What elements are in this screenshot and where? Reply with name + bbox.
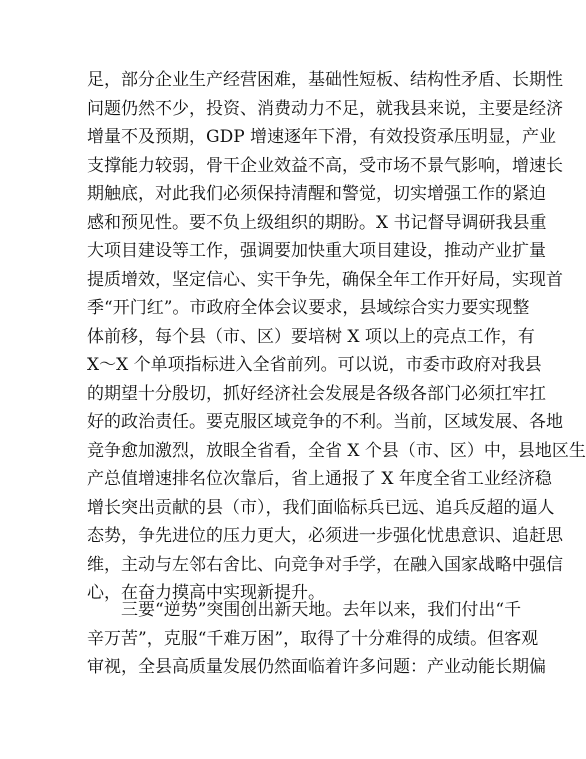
text-line: 三要“逆势”突围创出新天地。去年以来，我们付出“千 [87, 600, 522, 620]
text-line: 问题仍然不少，投资、消费动力不足，就我县来说，主要是经济 [87, 98, 563, 119]
text-line: 辛万苦”，克服“千难万困”，取得了十分难得的成绩。但客观 [87, 628, 539, 649]
text-line: 态势，争先进位的压力更大，必须进一步强化忧患意识、追赶思 [87, 526, 563, 546]
text-line: 足，部分企业生产经营困难，基础性短板、结构性矛盾、长期性 [87, 70, 563, 90]
text-line: 感和预见性。要不负上级组织的期盼。X 书记督导调研我县重 [87, 212, 547, 233]
text-line: 心，在奋力摸高中实现新提升。 [87, 583, 325, 603]
text-line: 季“开门红”。市政府全体会议要求，县域综合实力要实现整 [87, 298, 530, 318]
paragraph-2 [87, 596, 546, 682]
paragraph-1 [87, 66, 586, 608]
text-line: 审视，全县高质量发展仍然面临着许多问题：产业动能长期偏 [87, 657, 546, 677]
text-line: 增长突出贡献的县（市），我们面临标兵已远、追兵反超的逼人 [87, 497, 555, 518]
text-line: 支撑能力较弱，骨干企业效益不高，受市场不景气影响，增速长 [87, 155, 563, 176]
text-line: 体前移，每个县（市、区）要培树 X 项以上的亮点工作，有 [87, 326, 535, 347]
text-line: 竞争愈加激烈，放眼全省看，全省 X 个县（市、区）中，县地区生 [87, 440, 586, 461]
text-line: 期触底，对此我们必须保持清醒和警觉，切实增强工作的紧迫 [87, 184, 546, 204]
text-line: 好的政治责任。要克服区域竞争的不利。当前，区域发展、各地 [87, 412, 563, 432]
text-line: 提质增效，坚定信心、实干争先，确保全年工作开好局，实现首 [87, 269, 563, 290]
text-line: X～X 个单项指标进入全省前列。可以说，市委市政府对我县 [87, 355, 542, 375]
text-line: 产总值增速排名位次靠后，省上通报了 X 年度全省工业经济稳 [87, 469, 552, 489]
text-line: 的期望十分殷切，抓好经济社会发展是各级各部门必须扛牢扛 [87, 383, 546, 404]
text-line: 增量不及预期，GDP 增速逐年下滑，有效投资承压明显，产业 [87, 127, 557, 147]
text-line: 大项目建设等工作，强调要加快重大项目建设，推动产业扩量 [87, 241, 546, 261]
text-line: 维，主动与左邻右舍比、向竞争对手学，在融入国家战略中强信 [87, 554, 563, 575]
